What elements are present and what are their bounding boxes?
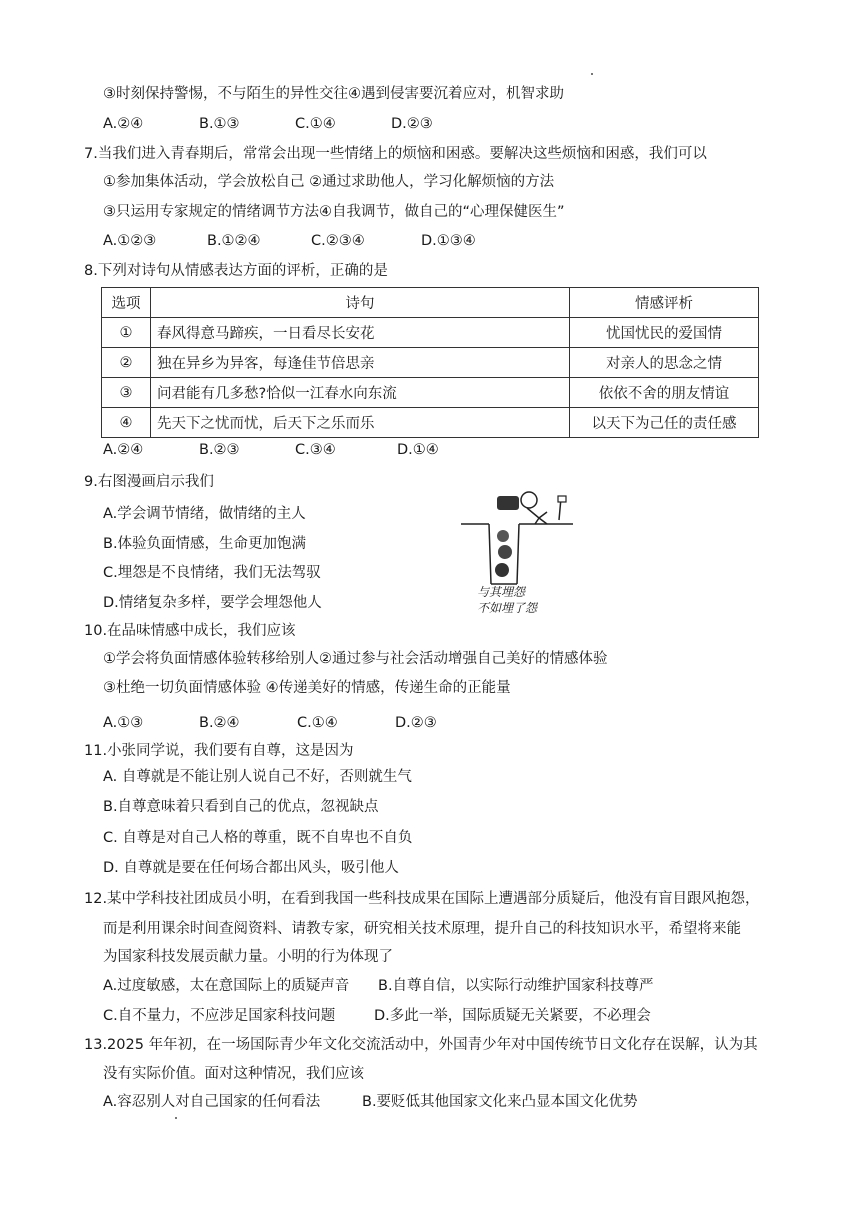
row-evaluation: 以天下为己任的责任感 <box>570 408 759 438</box>
header-evaluation: 情感评析 <box>570 288 759 318</box>
q10-statement-3-4: ③杜绝一切负面情感体验 ④传递美好的情感，传递生命的正能量 <box>103 680 511 696</box>
q10-statement-1-2: ①学会将负面情感体验转移给别人②通过参与社会活动增强自己美好的情感体验 <box>103 651 608 667</box>
row-poem: 先天下之忧而忧，后天下之乐而乐 <box>151 408 570 438</box>
q10-stem: 10.在品味情感中成长，我们应该 <box>84 623 296 639</box>
q10-options <box>103 713 437 733</box>
row-poem: 独在异乡为异客，每逢佳节倍思亲 <box>151 348 570 378</box>
q6-option-c: C.①④ <box>295 116 336 132</box>
q7-stem: 7.当我们进入青春期后，常常会出现一些情绪上的烦恼和困惑。要解决这些烦恼和困惑，我们可以 <box>84 146 707 162</box>
q8-stem: 8.下列对诗句从情感表达方面的评析，正确的是 <box>84 263 388 279</box>
header-option: 选项 <box>102 288 151 318</box>
q9-option-d: D.情绪复杂多样，要学会埋怨他人 <box>103 595 322 611</box>
q9-option-b: B.体验负面情感，生命更加饱满 <box>103 536 307 552</box>
q12-option-a: A.过度敏感，太在意国际上的质疑声音 <box>103 978 350 994</box>
q13-option-a: A.容忍别人对自己国家的任何看法 <box>103 1094 321 1110</box>
q13-stem-line-1: 13.2025 年年初，在一场国际青少年文化交流活动中，外国青少年对中国传统节日文化存在误解，认为其 <box>84 1037 758 1053</box>
q7-option-a: A.①②③ <box>103 233 157 249</box>
cartoon-caption-2: 不如埋了怨 <box>477 601 538 615</box>
q11-option-a: A. 自尊就是不能让别人说自己不好，否则就生气 <box>103 769 412 785</box>
q7-option-c: C.②③④ <box>311 233 365 249</box>
q6-option-a: A.②④ <box>103 116 144 132</box>
q11-option-c: C. 自尊是对自己人格的尊重，既不自卑也不自负 <box>103 830 413 846</box>
q7-statement-3-4: ③只运用专家规定的情绪调节方法④自我调节，做自己的“心理保健医生” <box>103 204 565 220</box>
row-option: ② <box>102 348 151 378</box>
q10-option-c: C.①④ <box>297 715 338 731</box>
q7-option-d: D.①③④ <box>421 233 476 249</box>
table-row <box>102 348 759 378</box>
q8-poem-table <box>101 287 759 438</box>
q9-cartoon <box>455 484 585 618</box>
q8-option-d: D.①④ <box>397 442 439 458</box>
q9-option-a: A.学会调节情绪，做情绪的主人 <box>103 506 306 522</box>
row-option: ① <box>102 318 151 348</box>
q9-option-c: C.埋怨是不良情绪，我们无法驾驭 <box>103 565 321 581</box>
row-evaluation: 忧国忧民的爱国情 <box>570 318 759 348</box>
q6-option-b: B.①③ <box>199 116 240 132</box>
scan-speck <box>591 73 593 75</box>
q6-statement-3-4: ③时刻保持警惕，不与陌生的异性交往④遇到侵害要沉着应对，机智求助 <box>103 86 564 102</box>
q9-stem: 9.右图漫画启示我们 <box>84 474 214 490</box>
q12-stem-line-3: 为国家科技发展贡献力量。小明的行为体现了 <box>103 949 393 965</box>
table-row <box>102 378 759 408</box>
row-option: ③ <box>102 378 151 408</box>
q6-option-d: D.②③ <box>391 116 433 132</box>
q6-options <box>103 114 433 134</box>
row-poem: 问君能有几多愁?恰似一江春水向东流 <box>151 378 570 408</box>
q11-option-b: B.自尊意味着只看到自己的优点，忽视缺点 <box>103 799 379 815</box>
q11-stem: 11.小张同学说，我们要有自尊，这是因为 <box>84 743 354 759</box>
q8-option-c: C.③④ <box>295 442 336 458</box>
q8-option-b: B.②③ <box>199 442 240 458</box>
table-header-row <box>102 288 759 318</box>
row-option: ④ <box>102 408 151 438</box>
q13-option-b: B.要贬低其他国家文化来凸显本国文化优势 <box>362 1094 638 1110</box>
q11-option-d: D. 自尊就是要在任何场合都出风头，吸引他人 <box>103 860 399 876</box>
q12-option-b: B.自尊自信，以实际行动维护国家科技尊严 <box>378 978 654 994</box>
cartoon-drawing <box>455 484 585 588</box>
cartoon-caption-1: 与其埋怨 <box>477 585 526 599</box>
q10-option-b: B.②④ <box>199 715 240 731</box>
q7-option-b: B.①②④ <box>207 233 261 249</box>
q7-options <box>103 231 476 251</box>
q12-stem-line-1: 12.某中学科技社团成员小明，在看到我国一些科技成果在国际上遭遇部分质疑后，他没有盲目跟风抱怨， <box>84 891 760 907</box>
row-evaluation: 对亲人的思念之情 <box>570 348 759 378</box>
table-row <box>102 318 759 348</box>
q12-option-d: D.多此一举，国际质疑无关紧要，不必理会 <box>374 1008 651 1024</box>
header-poem: 诗句 <box>151 288 570 318</box>
q12-stem-line-2: 而是利用课余时间查阅资料、请教专家，研究相关技术原理，提升自己的科技知识水平，希望将来能 <box>103 921 741 937</box>
q10-option-d: D.②③ <box>395 715 437 731</box>
row-evaluation: 依依不舍的朋友情谊 <box>570 378 759 408</box>
table-row <box>102 408 759 438</box>
scan-speck <box>175 1117 177 1119</box>
q12-option-c: C.自不量力，不应涉足国家科技问题 <box>103 1008 336 1024</box>
row-poem: 春风得意马蹄疾，一日看尽长安花 <box>151 318 570 348</box>
q7-statement-1-2: ①参加集体活动，学会放松自己 ②通过求助他人，学习化解烦恼的方法 <box>103 174 555 190</box>
q10-option-a: A.①③ <box>103 715 144 731</box>
q8-option-a: A.②④ <box>103 442 144 458</box>
q8-options <box>103 440 439 460</box>
q13-stem-line-2: 没有实际价值。面对这种情况，我们应该 <box>103 1066 364 1082</box>
